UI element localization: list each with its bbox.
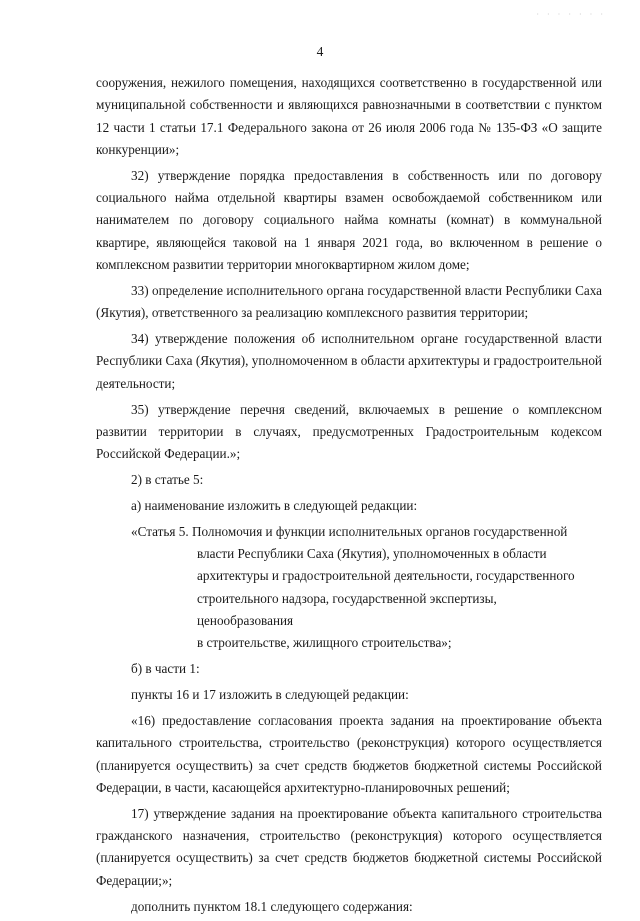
article-title-line-5: в строительстве, жилищного строительства»; [197, 635, 452, 651]
paragraph-item-16: «16) предоставление согласования проекта задания на проектирование объекта капитального строительства, строительство (реконструкция) которого осуществляется (планируется осуществить) за счет средств бюджетов бюджетной системы Российской Федерации, в части, касающейся архитектурно-планировочных решений; [96, 712, 602, 795]
paragraph-item-33: 33) определение исполнительного органа государственной власти Республики Саха (Якутия), ответственного за реализацию комплексного развития территории; [96, 282, 602, 321]
page-number: 4 [316, 44, 324, 59]
article-title-line-2: власти Республики Саха (Якутия), уполномоченных в области [197, 546, 547, 562]
paragraph-item-32: 32) утверждение порядка предоставления в собственность или по договору социального найма отдельной квартиры взамен освобождаемой собственником или нанимателем по договору социального найма комнаты (комнат) в коммунальной квартире, являющейся таковой на 1 января 2021 года, во включенном в решение о комплексном развитии территории многоквартирном жилом доме; [96, 167, 602, 272]
paragraph-item-17: 17) утверждение задания на проектирование объекта капитального строительства гражданского назначения, строительство (реконструкция) которого осуществляется (планируется осуществить) за счет средств бюджетов бюджетной системы Российской Федерации;»; [96, 805, 602, 888]
scan-artifact-marks: · · · · · · · [536, 10, 606, 19]
paragraph-points-16-17: пункты 16 и 17 изложить в следующей редакции: [131, 687, 409, 703]
document-body [96, 72, 602, 921]
article-title-line-4: строительного надзора, государственной экспертизы, ценообразования [197, 590, 497, 628]
paragraph-article-5: 2) в статье 5: [131, 472, 204, 488]
paragraph-continuation: сооружения, нежилого помещения, находящихся соответственно в государственной или муниципальной собственности и являющихся равнозначными в соответствии с пунктом 12 части 1 статьи 17.1 Федерального закона от 26 июля 2006 года № 135-ФЗ «О защите конкуренции»; [96, 75, 602, 157]
paragraph-item-35: 35) утверждение перечня сведений, включаемых в решение о комплексном развитии территории в случаях, предусмотренных Градостроительным кодексом Российской Федерации.»; [96, 401, 602, 462]
paragraph-add-item-18-1: дополнить пунктом 18.1 следующего содержания: [131, 898, 413, 914]
article-title-block [96, 543, 602, 654]
paragraph-subitem-b: б) в части 1: [131, 661, 200, 677]
article-title-line-3: архитектуры и градостроительной деятельности, государственного [197, 568, 575, 584]
article-title-line-1: «Статья 5. Полномочия и функции исполнительных органов государственной [131, 523, 568, 539]
paragraph-subitem-a: а) наименование изложить в следующей редакции: [131, 497, 418, 513]
paragraph-item-34: 34) утверждение положения об исполнительном органе государственной власти Республики Саха (Якутия), уполномоченном в области архитектуры и градостроительной деятельности; [96, 331, 602, 391]
